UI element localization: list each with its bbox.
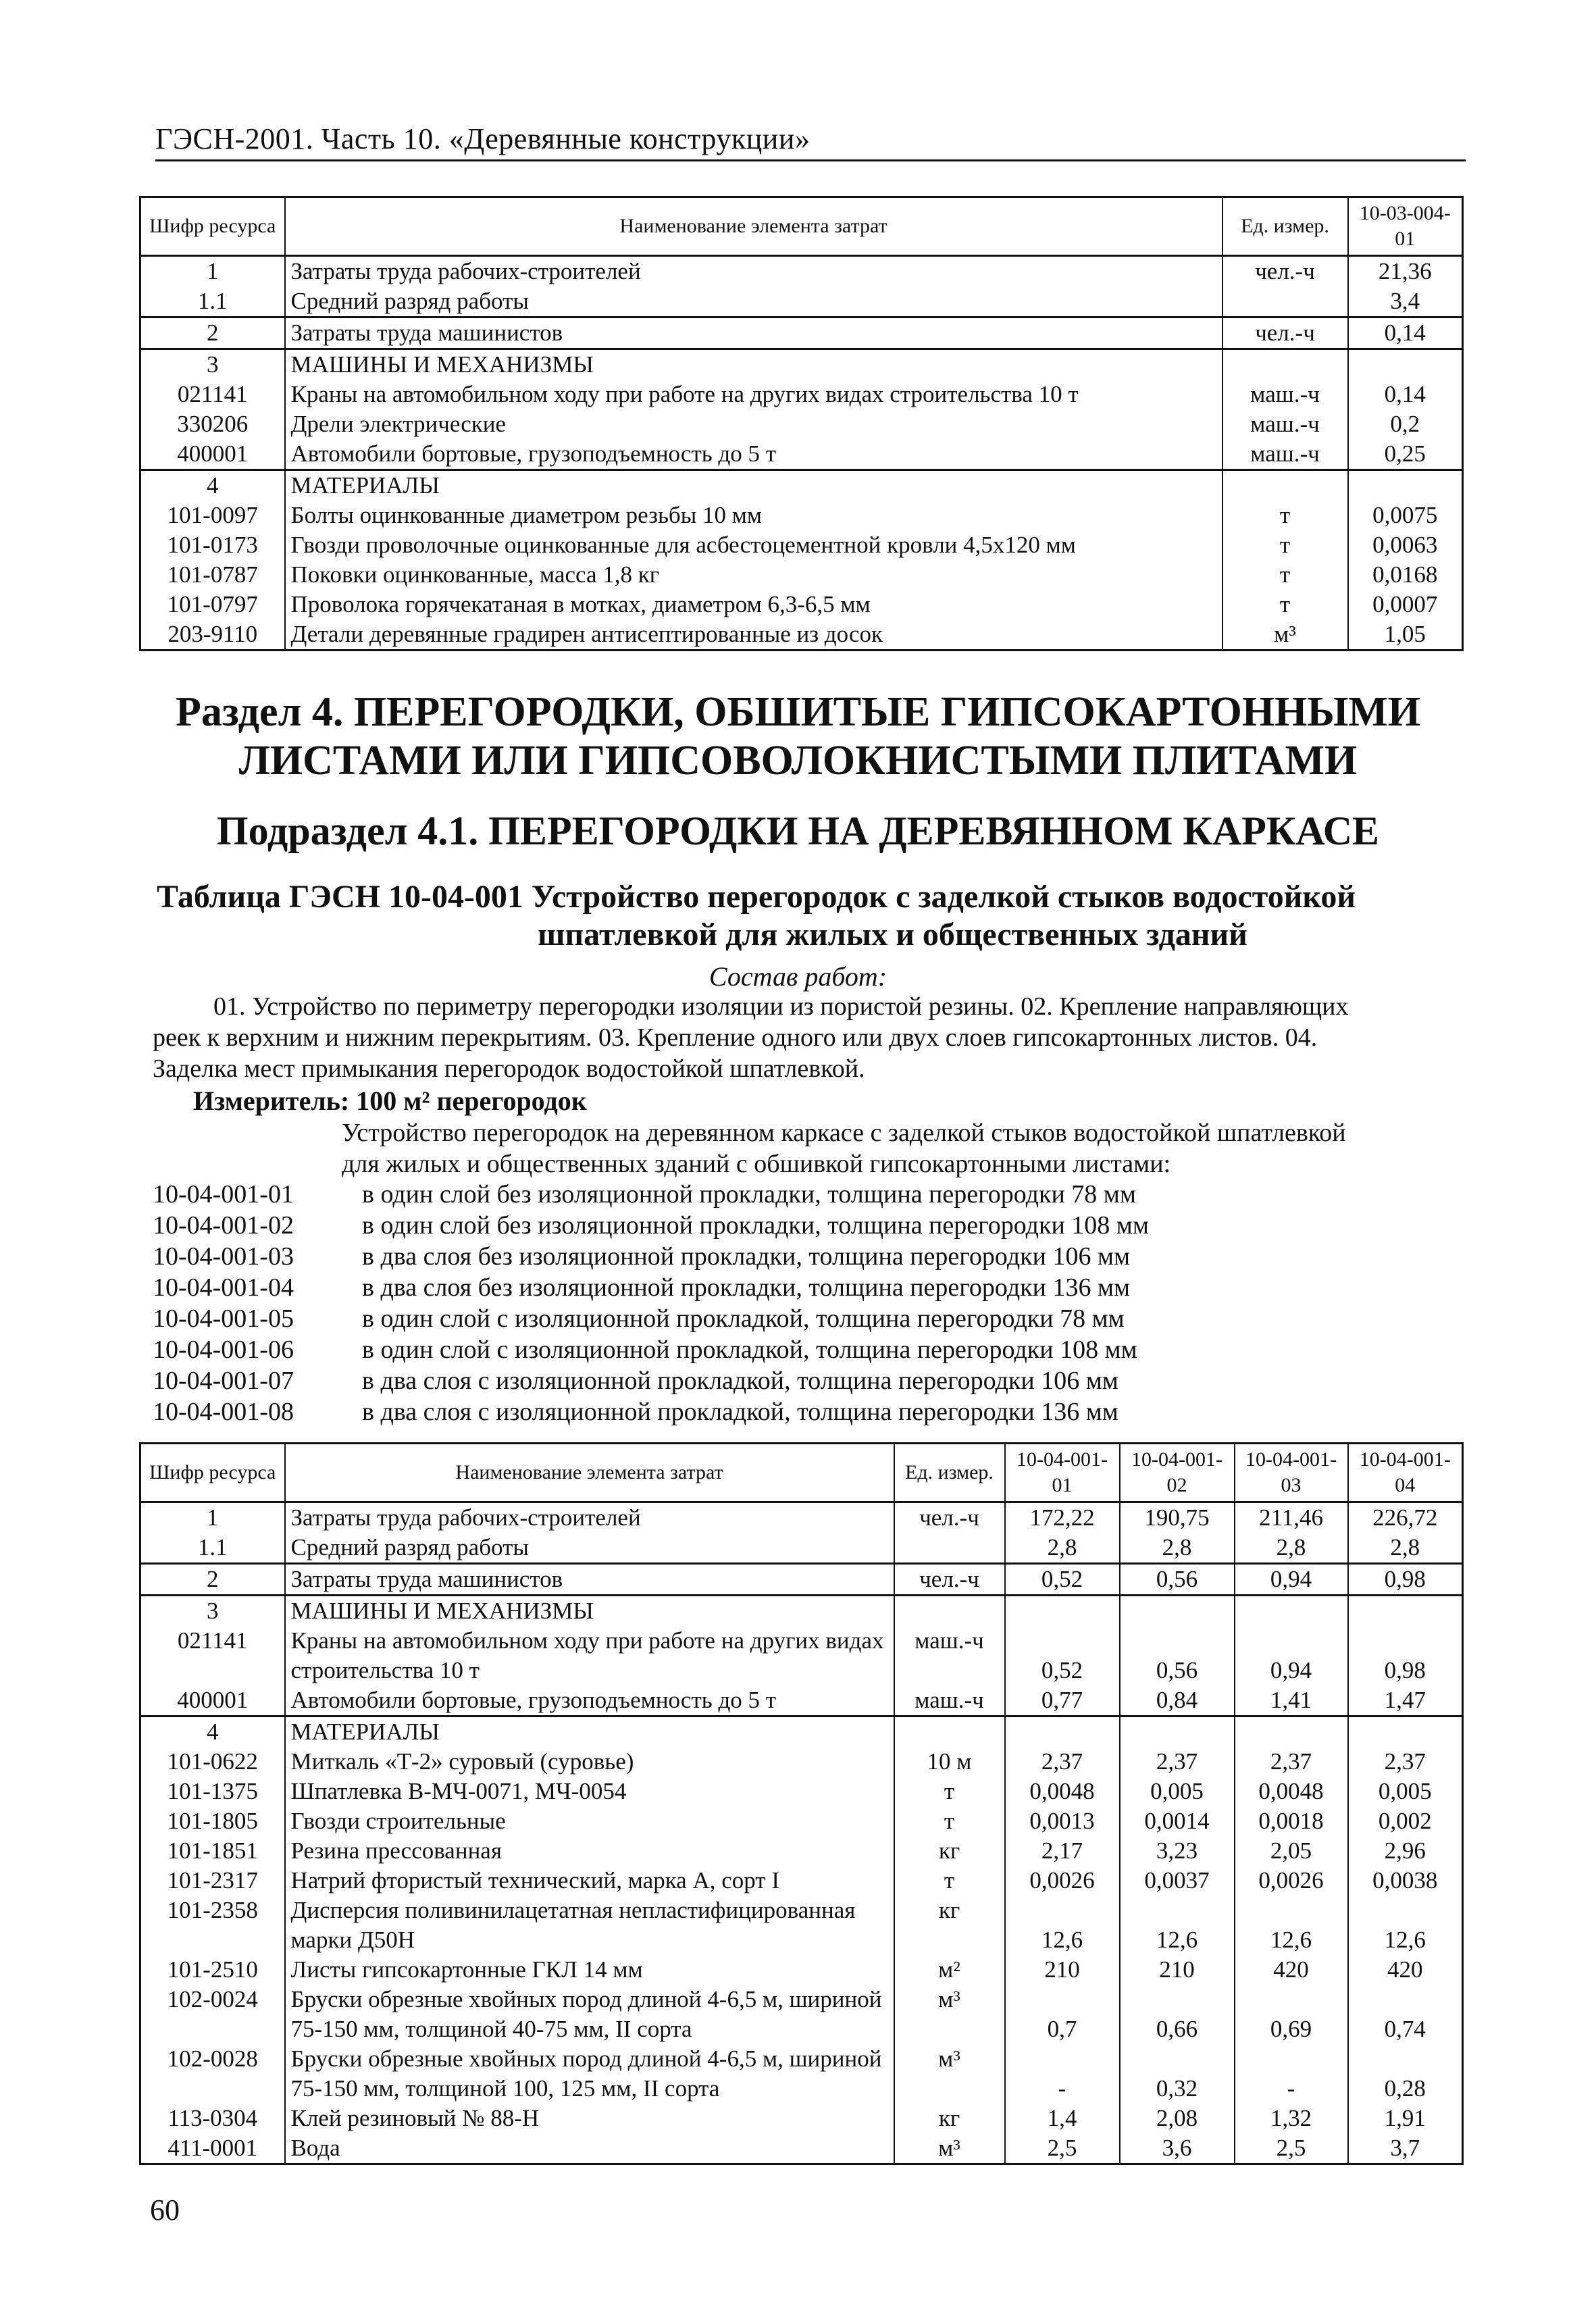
norm-code-item <box>153 1365 1149 1396</box>
cell-unit <box>894 1717 1005 1748</box>
cell-value: 21,36 <box>1348 256 1463 287</box>
table-row <box>140 256 1463 287</box>
cell-value <box>1005 1596 1120 1627</box>
cell-value: 0,52 <box>1005 1564 1120 1596</box>
section-title-line1: Раздел 4. ПЕРЕГОРОДКИ, ОБШИТЫЕ ГИПСОКАРТОННЫМИ <box>176 689 1420 735</box>
cell-value: 1,05 <box>1348 619 1463 651</box>
norm-code-item <box>153 1334 1149 1365</box>
cell-code: 101-2317 <box>140 1866 285 1896</box>
table-row <box>140 1596 1463 1627</box>
cell-unit: м³ <box>894 2133 1005 2164</box>
table-row <box>140 530 1463 560</box>
work-composition-line2: реек к верхним и нижним перекрытиям. 03. Крепление одного или двух слоев гипсокартонных листов. 04. <box>153 1023 1318 1052</box>
cell-value: 2,8 <box>1235 1533 1348 1564</box>
cell-value: 0,94 <box>1235 1626 1348 1685</box>
running-header: ГЭСН-2001. Часть 10. «Деревянные конструкции» <box>155 122 810 155</box>
cell-value: 211,46 <box>1235 1502 1348 1533</box>
cell-name: Резина прессованная <box>285 1836 894 1866</box>
cell-value: 0,002 <box>1348 1806 1463 1836</box>
cell-code: 400001 <box>140 439 285 470</box>
cell-name: Миткаль «Т-2» суровый (суровье) <box>285 1747 894 1777</box>
table-row <box>140 1564 1463 1596</box>
norm-description: в один слой с изоляционной прокладкой, толщина перегородки 78 мм <box>362 1304 1125 1333</box>
cell-unit: маш.-ч <box>1222 439 1348 470</box>
cell-value: 0,0063 <box>1348 530 1463 560</box>
cell-value: 190,75 <box>1120 1502 1235 1533</box>
norm-description: в два слоя без изоляционной прокладки, толщина перегородки 106 мм <box>362 1242 1131 1271</box>
cell-unit: т <box>1222 530 1348 560</box>
norm-code: 10-04-001-07 <box>153 1367 294 1395</box>
page-number: 60 <box>150 2193 180 2227</box>
cell-name: Дрели электрические <box>285 409 1222 439</box>
cell-name: Затраты труда рабочих-строителей <box>285 256 1222 287</box>
cell-value: - <box>1005 2044 1120 2104</box>
cell-code: 400001 <box>140 1685 285 1717</box>
cell-value: 0,66 <box>1120 1985 1235 2044</box>
cell-code: 4 <box>140 1717 285 1748</box>
cell-name: Клей резиновый № 88-Н <box>285 2104 894 2133</box>
table-row <box>140 560 1463 590</box>
cell-unit <box>1222 349 1348 380</box>
table-row <box>140 501 1463 530</box>
cell-code: 101-0173 <box>140 530 285 560</box>
cell-value: 2,5 <box>1235 2133 1348 2164</box>
header-code: Шифр ресурса <box>140 1444 285 1502</box>
norm-description: в один слой без изоляционной прокладки, толщина перегородки 78 мм <box>362 1180 1136 1209</box>
cell-value: 2,37 <box>1235 1747 1348 1777</box>
cell-value <box>1120 1596 1235 1627</box>
cell-value: 1,41 <box>1235 1685 1348 1717</box>
table-row <box>140 1533 1463 1564</box>
cell-value <box>1348 1596 1463 1627</box>
header-col-01: 10-04-001-01 <box>1005 1444 1120 1502</box>
cell-name: Затраты труда машинистов <box>285 317 1222 349</box>
cell-unit <box>894 1596 1005 1627</box>
norm-code-item <box>153 1210 1149 1241</box>
cell-unit: кг <box>894 2104 1005 2133</box>
table-row <box>140 380 1463 409</box>
table-header-row <box>140 1444 1463 1502</box>
cell-name: Детали деревянные градирен антисептированные из досок <box>285 619 1222 651</box>
norm-description: в один слой без изоляционной прокладки, толщина перегородки 108 мм <box>362 1211 1149 1240</box>
cell-code: 101-1851 <box>140 1836 285 1866</box>
cell-name: Автомобили бортовые, грузоподъемность до 5 т <box>285 1685 894 1717</box>
cell-value: 1,47 <box>1348 1685 1463 1717</box>
cell-unit: маш.-ч <box>1222 409 1348 439</box>
norm-code: 10-04-001-03 <box>153 1242 294 1271</box>
cell-unit: чел.-ч <box>894 1502 1005 1533</box>
cell-value: 12,6 <box>1120 1896 1235 1955</box>
table-row <box>140 1955 1463 1985</box>
cell-name: Поковки оцинкованные, масса 1,8 кг <box>285 560 1222 590</box>
cell-value: 0,0048 <box>1005 1777 1120 1806</box>
table-row <box>140 1777 1463 1806</box>
cell-name: Гвозди строительные <box>285 1806 894 1836</box>
header-col-04: 10-04-001-04 <box>1348 1444 1463 1502</box>
table-row <box>140 1836 1463 1866</box>
cell-value: - <box>1235 2044 1348 2104</box>
cell-code: 101-1375 <box>140 1777 285 1806</box>
norm-code: 10-04-001-08 <box>153 1398 294 1426</box>
norm-description: в один слой с изоляционной прокладкой, толщина перегородки 108 мм <box>362 1336 1137 1364</box>
cell-unit: чел.-ч <box>894 1564 1005 1596</box>
norm-code: 10-04-001-01 <box>153 1180 294 1209</box>
cell-unit: т <box>894 1866 1005 1896</box>
norm-code-item <box>153 1272 1149 1303</box>
norm-code: 10-04-001-06 <box>153 1336 294 1364</box>
table-row <box>140 590 1463 619</box>
norm-code-item <box>153 1241 1149 1272</box>
cell-value: 0,0168 <box>1348 560 1463 590</box>
cell-value: 0,7 <box>1005 1985 1120 2044</box>
cell-code: 101-2510 <box>140 1955 285 1985</box>
cell-value: 0,0018 <box>1235 1806 1348 1836</box>
cell-value: 3,7 <box>1348 2133 1463 2164</box>
cell-unit <box>1222 470 1348 501</box>
cell-name: Натрий фтористый технический, марка А, сорт I <box>285 1866 894 1896</box>
cell-unit: 10 м <box>894 1747 1005 1777</box>
cell-code: 1.1 <box>140 286 285 317</box>
cell-value: 0,84 <box>1120 1685 1235 1717</box>
subsection-title: Подраздел 4.1. ПЕРЕГОРОДКИ НА ДЕРЕВЯННОМ КАРКАСЕ <box>216 809 1380 853</box>
cell-value: 0,0014 <box>1120 1806 1235 1836</box>
cell-code: 1.1 <box>140 1533 285 1564</box>
table-row <box>140 1685 1463 1717</box>
cell-value: 2,8 <box>1005 1533 1120 1564</box>
cell-value: 0,98 <box>1348 1564 1463 1596</box>
cell-code: 113-0304 <box>140 2104 285 2133</box>
cell-value: 1,91 <box>1348 2104 1463 2133</box>
table-body <box>140 256 1463 651</box>
cell-code: 411-0001 <box>140 2133 285 2164</box>
cell-name: Затраты труда машинистов <box>285 1564 894 1596</box>
cell-value: 210 <box>1120 1955 1235 1985</box>
cell-name: МАТЕРИАЛЫ <box>285 470 1222 501</box>
cell-value: 0,32 <box>1120 2044 1235 2104</box>
intro-line1: Устройство перегородок на деревянном каркасе с заделкой стыков водостойкой шпатлевкой <box>342 1119 1346 1147</box>
table-row <box>140 2044 1463 2104</box>
header-rule <box>155 159 1466 161</box>
cell-value: 0,2 <box>1348 409 1463 439</box>
cell-code: 203-9110 <box>140 619 285 651</box>
cell-value: 2,37 <box>1120 1747 1235 1777</box>
cell-code: 101-0097 <box>140 501 285 530</box>
cell-unit: чел.-ч <box>1222 317 1348 349</box>
cell-value: 0,005 <box>1120 1777 1235 1806</box>
cell-value: 0,14 <box>1348 380 1463 409</box>
norm-code-item <box>153 1303 1149 1334</box>
cell-value: 0,77 <box>1005 1685 1120 1717</box>
header-code: Шифр ресурса <box>140 197 285 256</box>
cell-value: 172,22 <box>1005 1502 1120 1533</box>
norm-code-list <box>153 1179 1149 1427</box>
cell-code: 101-0797 <box>140 590 285 619</box>
cell-value: 3,4 <box>1348 286 1463 317</box>
cell-name: МАТЕРИАЛЫ <box>285 1717 894 1748</box>
cell-value <box>1235 1717 1348 1748</box>
cell-code: 1 <box>140 1502 285 1533</box>
table-row <box>140 1747 1463 1777</box>
cell-unit: м³ <box>1222 619 1348 651</box>
cell-value: 0,0026 <box>1235 1866 1348 1896</box>
cell-value <box>1005 1717 1120 1748</box>
header-col-03: 10-04-001-03 <box>1235 1444 1348 1502</box>
table-row <box>140 1806 1463 1836</box>
header-norm: 10-03-004-01 <box>1348 197 1463 256</box>
table-row <box>140 439 1463 470</box>
cell-value: 0,69 <box>1235 1985 1348 2044</box>
cell-name: Затраты труда рабочих-строителей <box>285 1502 894 1533</box>
cell-value <box>1348 470 1463 501</box>
cell-name: Автомобили бортовые, грузоподъемность до 5 т <box>285 439 1222 470</box>
cell-code: 1 <box>140 256 285 287</box>
cell-code: 101-0787 <box>140 560 285 590</box>
header-name: Наименование элемента затрат <box>285 197 1222 256</box>
cell-unit: м³ <box>894 2044 1005 2104</box>
cell-code: 2 <box>140 317 285 349</box>
table-row <box>140 349 1463 380</box>
cell-name: Краны на автомобильном ходу при работе на других видах строительства 10 т <box>285 380 1222 409</box>
cell-value: 2,5 <box>1005 2133 1120 2164</box>
table-row <box>140 317 1463 349</box>
cell-value <box>1120 1717 1235 1748</box>
cell-value: 12,6 <box>1005 1896 1120 1955</box>
cell-code: 2 <box>140 1564 285 1596</box>
cell-name: Гвозди проволочные оцинкованные для асбестоцементной кровли 4,5х120 мм <box>285 530 1222 560</box>
header-name: Наименование элемента затрат <box>285 1444 894 1502</box>
table-row <box>140 1626 1463 1685</box>
cell-value: 2,8 <box>1120 1533 1235 1564</box>
cell-code: 330206 <box>140 409 285 439</box>
header-unit: Ед. измер. <box>1222 197 1348 256</box>
cell-name: Проволока горячекатаная в мотках, диаметром 6,3-6,5 мм <box>285 590 1222 619</box>
cell-value: 210 <box>1005 1955 1120 1985</box>
cell-value: 420 <box>1348 1955 1463 1985</box>
cell-unit: т <box>894 1777 1005 1806</box>
cell-value: 2,37 <box>1005 1747 1120 1777</box>
table-row <box>140 2133 1463 2164</box>
cell-value: 3,6 <box>1120 2133 1235 2164</box>
cell-unit: маш.-ч <box>1222 380 1348 409</box>
table-row <box>140 619 1463 651</box>
norm-code-item <box>153 1179 1149 1210</box>
cell-unit: маш.-ч <box>894 1626 1005 1685</box>
cell-value: 0,0007 <box>1348 590 1463 619</box>
table-row <box>140 1896 1463 1955</box>
cell-unit <box>1222 286 1348 317</box>
cell-value: 1,4 <box>1005 2104 1120 2133</box>
table-row <box>140 286 1463 317</box>
cell-unit <box>894 1533 1005 1564</box>
cell-name: Краны на автомобильном ходу при работе на других видах строительства 10 т <box>285 1626 894 1685</box>
work-composition-label: Состав работ: <box>709 961 887 992</box>
section-title-line2: ЛИСТАМИ ИЛИ ГИПСОВОЛОКНИСТЫМИ ПЛИТАМИ <box>238 738 1358 784</box>
cell-unit: м³ <box>894 1985 1005 2044</box>
cell-name: Средний разряд работы <box>285 286 1222 317</box>
cell-name: Средний разряд работы <box>285 1533 894 1564</box>
table-title-line1: Таблица ГЭСН 10-04-001 Устройство перегородок с заделкой стыков водостойкой <box>157 879 1356 915</box>
cell-name: МАШИНЫ И МЕХАНИЗМЫ <box>285 349 1222 380</box>
cell-unit: т <box>1222 560 1348 590</box>
cell-value: 0,28 <box>1348 2044 1463 2104</box>
cell-value: 226,72 <box>1348 1502 1463 1533</box>
cell-value: 2,8 <box>1348 1533 1463 1564</box>
table-body <box>140 1502 1463 2164</box>
cell-value: 0,0038 <box>1348 1866 1463 1896</box>
table-row <box>140 1502 1463 1533</box>
cell-code: 101-0622 <box>140 1747 285 1777</box>
intro-line2: для жилых и общественных зданий с обшивкой гипсокартонными листами: <box>342 1150 1171 1178</box>
cell-value: 420 <box>1235 1955 1348 1985</box>
cell-code: 102-0028 <box>140 2044 285 2104</box>
norm-code: 10-04-001-04 <box>153 1273 294 1302</box>
measure-unit: Измеритель: 100 м² перегородок <box>193 1086 587 1116</box>
cell-value: 0,0075 <box>1348 501 1463 530</box>
work-composition-line1: 01. Устройство по периметру перегородки изоляции из пористой резины. 02. Крепление направляющих <box>213 992 1349 1021</box>
cell-name: Дисперсия поливинилацетатная непластифицированная марки Д50Н <box>285 1896 894 1955</box>
norm-code-item <box>153 1396 1149 1427</box>
work-composition-line3: Заделка мест примыкания перегородок водостойкой шпатлевкой. <box>153 1054 865 1083</box>
cell-name: Вода <box>285 2133 894 2164</box>
header-unit: Ед. измер. <box>894 1444 1005 1502</box>
cell-value: 0,25 <box>1348 439 1463 470</box>
table-row <box>140 1985 1463 2044</box>
cell-value: 0,52 <box>1005 1626 1120 1685</box>
cell-code: 3 <box>140 1596 285 1627</box>
cell-value: 0,74 <box>1348 1985 1463 2044</box>
cell-value: 0,005 <box>1348 1777 1463 1806</box>
cell-name: Бруски обрезные хвойных пород длиной 4-6,5 м, шириной 75-150 мм, толщиной 40-75 мм, II сорта <box>285 1985 894 2044</box>
cell-value: 0,94 <box>1235 1564 1348 1596</box>
cell-value: 0,56 <box>1120 1564 1235 1596</box>
cell-value: 2,17 <box>1005 1836 1120 1866</box>
table-row <box>140 1717 1463 1748</box>
cell-value: 0,0026 <box>1005 1866 1120 1896</box>
cell-value <box>1348 349 1463 380</box>
cell-code: 101-1805 <box>140 1806 285 1836</box>
resource-table-prev <box>139 196 1464 651</box>
cell-unit: т <box>1222 590 1348 619</box>
table-row <box>140 2104 1463 2133</box>
norm-description: в два слоя без изоляционной прокладки, толщина перегородки 136 мм <box>362 1273 1131 1302</box>
cell-value: 0,0048 <box>1235 1777 1348 1806</box>
cell-unit: чел.-ч <box>1222 256 1348 287</box>
cell-value: 2,08 <box>1120 2104 1235 2133</box>
cell-value: 3,23 <box>1120 1836 1235 1866</box>
norm-code: 10-04-001-02 <box>153 1211 294 1240</box>
cell-value: 0,0013 <box>1005 1806 1120 1836</box>
cell-unit: т <box>1222 501 1348 530</box>
header-col-02: 10-04-001-02 <box>1120 1444 1235 1502</box>
cell-code: 4 <box>140 470 285 501</box>
cell-name: Болты оцинкованные диаметром резьбы 10 мм <box>285 501 1222 530</box>
cell-value: 2,37 <box>1348 1747 1463 1777</box>
cell-unit: м² <box>894 1955 1005 1985</box>
cell-name: Бруски обрезные хвойных пород длиной 4-6,5 м, шириной 75-150 мм, толщиной 100, 125 мм, II сорта <box>285 2044 894 2104</box>
resource-table-main <box>139 1442 1464 2165</box>
cell-unit: т <box>894 1806 1005 1836</box>
table-row <box>140 409 1463 439</box>
table-row <box>140 1866 1463 1896</box>
cell-value: 2,05 <box>1235 1836 1348 1866</box>
cell-name: Шпатлевка В-МЧ-0071, МЧ-0054 <box>285 1777 894 1806</box>
norm-description: в два слоя с изоляционной прокладкой, толщина перегородки 106 мм <box>362 1367 1118 1395</box>
table-title-line2: шпатлевкой для жилых и общественных зданий <box>538 917 1247 952</box>
cell-value: 0,56 <box>1120 1626 1235 1685</box>
cell-value: 0,0037 <box>1120 1866 1235 1896</box>
cell-value: 1,32 <box>1235 2104 1348 2133</box>
cell-code: 021141 <box>140 1626 285 1685</box>
cell-value: 0,14 <box>1348 317 1463 349</box>
cell-code: 101-2358 <box>140 1896 285 1955</box>
cell-value: 0,98 <box>1348 1626 1463 1685</box>
table-row <box>140 470 1463 501</box>
table-header-row <box>140 197 1463 256</box>
cell-value: 12,6 <box>1348 1896 1463 1955</box>
cell-unit: маш.-ч <box>894 1685 1005 1717</box>
cell-unit: кг <box>894 1896 1005 1955</box>
cell-code: 021141 <box>140 380 285 409</box>
cell-value: 2,96 <box>1348 1836 1463 1866</box>
cell-value <box>1348 1717 1463 1748</box>
norm-description: в два слоя с изоляционной прокладкой, толщина перегородки 136 мм <box>362 1398 1118 1426</box>
cell-value <box>1235 1596 1348 1627</box>
cell-name: Листы гипсокартонные ГКЛ 14 мм <box>285 1955 894 1985</box>
cell-code: 102-0024 <box>140 1985 285 2044</box>
cell-code: 3 <box>140 349 285 380</box>
cell-name: МАШИНЫ И МЕХАНИЗМЫ <box>285 1596 894 1627</box>
norm-code: 10-04-001-05 <box>153 1304 294 1333</box>
cell-value: 12,6 <box>1235 1896 1348 1955</box>
cell-unit: кг <box>894 1836 1005 1866</box>
